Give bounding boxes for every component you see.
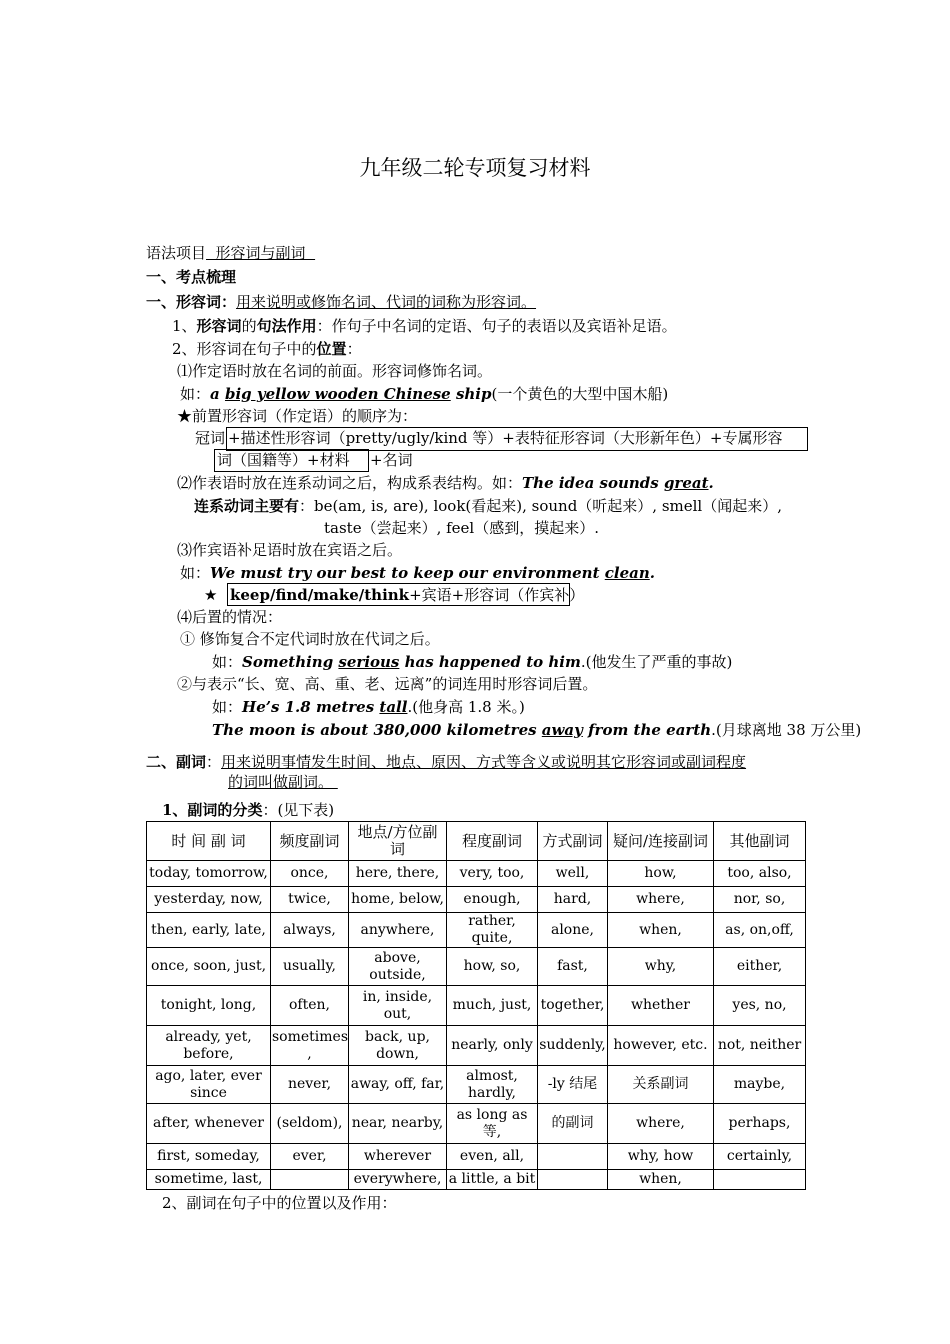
- adverb-heading: 二、副词: [146, 753, 207, 771]
- table-cell: hard,: [538, 887, 608, 913]
- adverb-colon: ：: [206, 753, 222, 771]
- table-cell: tonight, long,: [147, 986, 271, 1026]
- table-cell: as long as 等,: [447, 1104, 538, 1144]
- formula-verbs: keep/find/make/think: [230, 586, 410, 604]
- position-rule-4: ⑷后置的情况：: [177, 608, 283, 626]
- table-cell: nor, so,: [714, 887, 806, 913]
- example-1: [180, 384, 668, 404]
- linking-verbs-line-2: taste（尝起来）, feel（感到，摸起来）.: [324, 519, 599, 537]
- post-position-case-2: ②与表示“长、宽、高、重、老、远离”的词连用时形容词后置。: [177, 675, 598, 693]
- table-cell: today, tomorrow,: [147, 861, 271, 887]
- example-sentence: The idea sounds: [522, 474, 664, 492]
- table-cell: in, inside, out,: [349, 986, 447, 1026]
- table-cell: where,: [608, 1104, 714, 1144]
- table-cell: -ly 结尾: [538, 1066, 608, 1104]
- star-icon: ★: [204, 586, 218, 604]
- example-sentence: The moon is about 380,000 kilometres: [212, 721, 542, 739]
- table-cell: suddenly,: [538, 1026, 608, 1066]
- table-cell: almost, hardly,: [447, 1066, 538, 1104]
- example-translation: .(月球离地 38 万公里): [711, 721, 862, 739]
- position-rule-3: ⑶作宾语补足语时放在宾语之后。: [177, 541, 403, 559]
- table-cell: above, outside,: [349, 948, 447, 986]
- table-cell: well,: [538, 861, 608, 887]
- example-3: [180, 563, 655, 583]
- topic-label: 语法项目: [146, 244, 207, 262]
- example-translation: .(他身高 1.8 米。): [407, 698, 525, 716]
- adverb-heading-line: [146, 752, 746, 772]
- table-cell: how,: [608, 861, 714, 887]
- table-cell: first, someday,: [147, 1144, 271, 1170]
- point-text: 2、形容词在句子中的: [172, 340, 317, 358]
- table-cell: twice,: [271, 887, 349, 913]
- adjective-point-1: [172, 316, 677, 336]
- table-row: [147, 1104, 806, 1144]
- table-row: [147, 861, 806, 887]
- table-cell: (seldom),: [271, 1104, 349, 1144]
- table-cell: anywhere,: [349, 913, 447, 948]
- example-sentence: He’s 1.8 metres: [242, 698, 380, 716]
- example-sentence: Something: [242, 653, 339, 671]
- table-row: [147, 986, 806, 1026]
- header-other-adverbs: 其他副词: [714, 822, 806, 861]
- table-cell: ever,: [271, 1144, 349, 1170]
- example-sentence-end: from the earth: [582, 721, 712, 739]
- adjective-heading: 一、形容词：: [146, 293, 237, 311]
- table-header-row: [147, 822, 806, 861]
- table-cell: however, etc.: [608, 1026, 714, 1066]
- adjective-definition: 用来说明或修饰名词、代词的词称为形容词。: [236, 293, 537, 311]
- table-cell: once, soon, just,: [147, 948, 271, 986]
- grammar-topic-line: [146, 243, 315, 263]
- table-cell: certainly,: [714, 1144, 806, 1170]
- table-row: [147, 1026, 806, 1066]
- table-cell: always,: [271, 913, 349, 948]
- table-cell: rather, quite,: [447, 913, 538, 948]
- table-cell: as, on,off,: [714, 913, 806, 948]
- example-article: a: [210, 385, 225, 403]
- table-row: [147, 948, 806, 986]
- table-body: [147, 861, 806, 1190]
- example-sentence-end: has happened to him: [399, 653, 581, 671]
- adverb-definition-1: 用来说明事情发生时间、地点、原因、方式等含义或说明其它形容词或副词程度: [221, 753, 747, 771]
- header-place-adverbs: 地点/方位副词: [349, 822, 447, 861]
- table-cell: alone,: [538, 913, 608, 948]
- point-rest: ：作句子中名词的定语、句子的表语以及宾语补足语。: [316, 317, 677, 335]
- table-row: [147, 887, 806, 913]
- table-cell: very, too,: [447, 861, 538, 887]
- linking-verbs-list: ：be(am, is, are), look(看起来), sound（听起来）, smell（闻起来）,: [299, 497, 782, 515]
- table-cell: [538, 1170, 608, 1190]
- order-formula-line-1: +描述性形容词（pretty/ugly/kind 等）+表特征形容词（大形新年色）+专属形容: [228, 429, 783, 447]
- linking-verbs-line-1: [194, 496, 782, 516]
- table-cell: here, there,: [349, 861, 447, 887]
- point-end: ：: [346, 340, 362, 358]
- example-label: 如：: [212, 653, 243, 671]
- table-cell: usually,: [271, 948, 349, 986]
- example-keyword: clean: [604, 564, 650, 582]
- table-cell: ago, later, ever since: [147, 1066, 271, 1104]
- rule-text: ⑵作表语时放在连系动词之后，构成系表结构。如：: [177, 474, 523, 492]
- table-cell: too, also,: [714, 861, 806, 887]
- table-cell: often,: [271, 986, 349, 1026]
- header-manner-adverbs: 方式副词: [538, 822, 608, 861]
- classification-label: 1、副词的分类: [162, 801, 263, 819]
- example-keyword: great: [663, 474, 709, 492]
- table-cell: 关系副词: [608, 1066, 714, 1104]
- table-cell: perhaps,: [714, 1104, 806, 1144]
- adverb-definition-2: 的词叫做副词。: [228, 773, 338, 791]
- table-cell: wherever: [349, 1144, 447, 1170]
- example-keyword: tall: [379, 698, 408, 716]
- order-title: ★前置形容词（作定语）的顺序为：: [177, 407, 418, 425]
- example-adjectives: big yellow wooden Chinese: [224, 385, 451, 403]
- table-cell: once,: [271, 861, 349, 887]
- table-cell: sometimes ,: [271, 1026, 349, 1066]
- point-keyword: 形容词: [196, 317, 242, 335]
- formula-rest: +宾语+形容词（作宾补）: [409, 586, 585, 604]
- table-cell: [538, 1144, 608, 1170]
- example-keyword: away: [541, 721, 583, 739]
- example-noun: ship: [450, 385, 492, 403]
- header-time-adverbs: 时 间 副 词: [147, 822, 271, 861]
- example-keyword: serious: [338, 653, 400, 671]
- table-row: [147, 1170, 806, 1190]
- table-cell: how, so,: [447, 948, 538, 986]
- table-cell: much, just,: [447, 986, 538, 1026]
- table-cell: not, neither: [714, 1026, 806, 1066]
- adverb-table: [146, 821, 806, 1190]
- table-cell: a little, a bit: [447, 1170, 538, 1190]
- table-cell: yesterday, now,: [147, 887, 271, 913]
- point-text: 的: [241, 317, 257, 335]
- classification-note: ：(见下表): [262, 801, 335, 819]
- example-5: [212, 697, 525, 717]
- table-cell: after, whenever: [147, 1104, 271, 1144]
- table-cell: home, below,: [349, 887, 447, 913]
- adjective-point-2: [172, 339, 362, 359]
- table-cell: even, all,: [447, 1144, 538, 1170]
- table-cell: either,: [714, 948, 806, 986]
- table-cell: why,: [608, 948, 714, 986]
- table-cell: 的副词: [538, 1104, 608, 1144]
- position-rule-2: [177, 473, 714, 493]
- adverb-classification-title: [162, 800, 334, 820]
- document-title: 九年级二轮专项复习材料: [359, 156, 591, 180]
- header-degree-adverbs: 程度副词: [447, 822, 538, 861]
- table-cell: when,: [608, 913, 714, 948]
- table-cell: when,: [608, 1170, 714, 1190]
- table-cell: away, off, far,: [349, 1066, 447, 1104]
- table-cell: back, up, down,: [349, 1026, 447, 1066]
- table-cell: [714, 1170, 806, 1190]
- table-cell: near, nearby,: [349, 1104, 447, 1144]
- point-keyword-2: 句法作用: [256, 317, 317, 335]
- position-rule-1: ⑴作定语时放在名词的前面。形容词修饰名词。: [177, 362, 493, 380]
- formula-text: [230, 585, 584, 605]
- example-label: 如：: [180, 385, 211, 403]
- table-cell: where,: [608, 887, 714, 913]
- example-4: [212, 652, 732, 672]
- section-1-title: 一、考点梳理: [146, 268, 237, 286]
- table-cell: why, how: [608, 1144, 714, 1170]
- table-cell: everywhere,: [349, 1170, 447, 1190]
- table-cell: nearly, only: [447, 1026, 538, 1066]
- example-label: 如：: [180, 564, 211, 582]
- table-cell: sometime, last,: [147, 1170, 271, 1190]
- table-cell: maybe,: [714, 1066, 806, 1104]
- table-cell: fast,: [538, 948, 608, 986]
- adjective-heading-line: [146, 292, 536, 312]
- example-translation: (一个黄色的大型中国木船): [491, 385, 669, 403]
- topic-name: 形容词与副词: [206, 244, 316, 262]
- post-position-case-1: ① 修饰复合不定代词时放在代词之后。: [180, 630, 440, 648]
- point-number: 1、: [172, 317, 197, 335]
- table-cell: already, yet, before,: [147, 1026, 271, 1066]
- table-cell: together,: [538, 986, 608, 1026]
- order-article: 冠词: [195, 429, 226, 447]
- point-keyword: 位置: [316, 340, 347, 358]
- header-interrogative-adverbs: 疑问/连接副词: [608, 822, 714, 861]
- example-6: [212, 720, 861, 740]
- linking-verbs-label: 连系动词主要有: [194, 497, 300, 515]
- header-frequency-adverbs: 频度副词: [271, 822, 349, 861]
- order-formula-tail: +名词: [370, 451, 413, 469]
- table-cell: never,: [271, 1066, 349, 1104]
- table-cell: whether: [608, 986, 714, 1026]
- order-formula-line-2: 词（国籍等）+材料: [217, 451, 355, 469]
- example-label: 如：: [212, 698, 243, 716]
- example-period: .: [708, 474, 714, 492]
- table-cell: enough,: [447, 887, 538, 913]
- example-sentence: We must try our best to keep our environment: [210, 564, 605, 582]
- table-cell: [271, 1170, 349, 1190]
- table-cell: yes, no,: [714, 986, 806, 1026]
- example-period: .: [649, 564, 655, 582]
- table-cell: then, early, late,: [147, 913, 271, 948]
- example-translation: .(他发生了严重的事故): [580, 653, 733, 671]
- adverb-position-title: 2、副词在句子中的位置以及作用：: [162, 1194, 397, 1212]
- table-row: [147, 1144, 806, 1170]
- table-row: [147, 1066, 806, 1104]
- table-row: [147, 913, 806, 948]
